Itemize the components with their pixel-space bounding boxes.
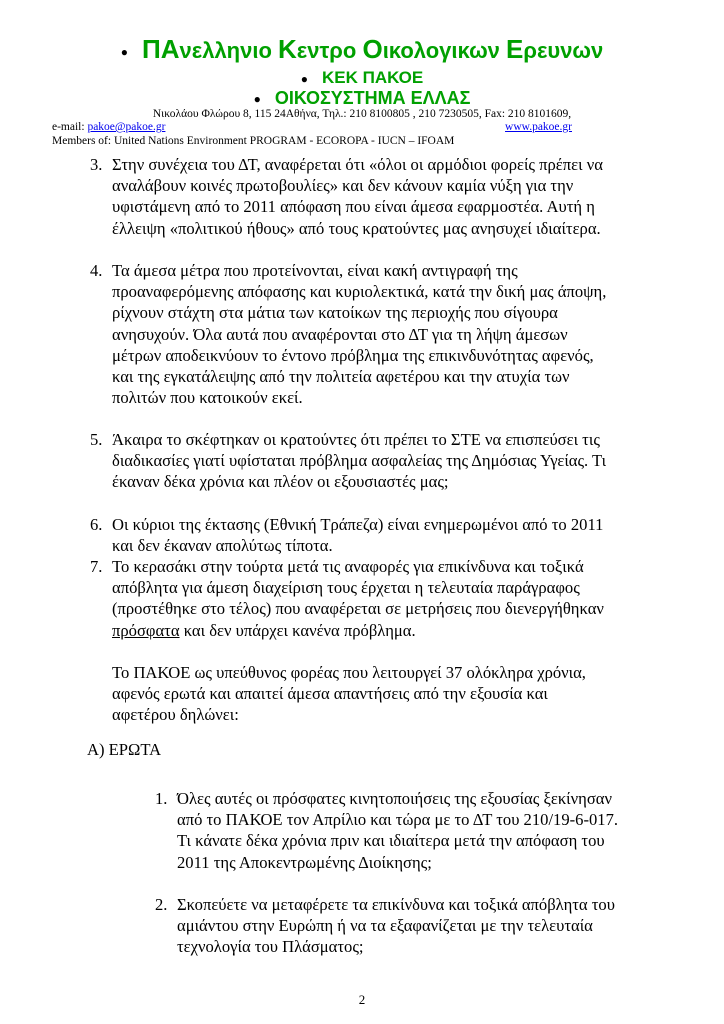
- org-name-initial: Ο: [362, 34, 383, 64]
- email-line: [52, 121, 165, 133]
- address-line: Νικολάου Φλώρου 8, 115 24Αθήνα, Τηλ.: 210 8100805 , 210 7230505, Fax: 210 8101609,: [152, 108, 572, 120]
- list-number: 7.: [90, 557, 103, 576]
- closing-paragraph: Το ΠΑΚΟΕ ως υπεύθυνος φορέας που λειτουργεί 37 ολόκληρα χρόνια, αφενός ερωτά και απαιτεί άμεσα απαντήσεις από την εξουσία και αφετέρου δηλώνει:: [112, 663, 586, 725]
- org-name-initial: Ε: [506, 34, 524, 64]
- question-text: Σκοπεύετε να μεταφέρετε τα επικίνδυνα και τοξικά απόβλητα του αμιάντου στην Ευρώπη ή να τα εξαφανίζεται με την τελευταία τεχνολογία του Πλάσματος;: [177, 895, 615, 957]
- ecosystem-label: ΟΙΚΟΣΥΣΤΗΜΑ ΕΛΛΑΣ: [274, 88, 471, 108]
- bullet-icon: ●: [120, 45, 128, 60]
- list-item-4: [90, 260, 612, 408]
- underlined-word: πρόσφατα: [112, 620, 180, 640]
- list-number: 4.: [90, 261, 103, 280]
- list-item-text-end: και δεν υπάρχει κανένα πρόβλημα.: [179, 620, 416, 640]
- list-item-text: Στην συνέχεια του ΔΤ, αναφέρεται ότι «όλοι οι αρμόδιοι φορείς πρέπει να αναλάβουν κοινές πρωτοβουλίες» και δεν κάνουν καμία νύξη για την υφιστάμενη από το 2011 απόφαση που είναι άμεσα εφαρμοστέα. Αυτή η έλλειψη «πολιτικού ήθους» από τους κρατούντες μας ανησυχεί ιδιαίτερα.: [112, 155, 603, 238]
- question-item-1: [155, 788, 632, 873]
- org-name-part: ικολογικων: [382, 38, 506, 63]
- members-line: Members of: United Nations Environment PROGRAM - ECOROPA - IUCN – IFOAM: [52, 135, 455, 147]
- bullet-icon: ●: [253, 92, 261, 107]
- kek-label: ΚΕΚ ΠΑΚΟΕ: [322, 68, 424, 87]
- question-number: 1.: [155, 789, 168, 808]
- list-number: 3.: [90, 155, 103, 174]
- page-number: 2: [358, 992, 366, 1007]
- list-number: 5.: [90, 430, 103, 449]
- list-item-text: Τα άμεσα μέτρα που προτείνονται, είναι κακή αντιγραφή της προαναφερόμενης απόφασης και κυριολεκτικά, κατά την δική μας άποψη, ρίχνουν στάχτη στα μάτια των κατοίκων της περιοχής που σίγουρα ανησυχούν. Όλα αυτά που αναφέρονται στο ΔΤ για τη λήψη άμεσων μέτρων αποδεικνύουν το έντονο πρόβλημα της επικινδυνότητας αφενός, και της εγκατάλειψης από την πολιτεία αφετέρου και την ατυχία των πολιτών που κατοικούν εκεί.: [112, 261, 607, 408]
- org-name-part: ρευνων: [523, 38, 604, 63]
- list-item-7: [90, 556, 612, 641]
- list-number: 6.: [90, 515, 103, 534]
- org-name-line: [0, 34, 724, 65]
- bullet-icon: ●: [300, 71, 308, 86]
- org-name-part: νελληνιο: [179, 38, 279, 63]
- org-subtitle-ecosystem: [0, 88, 724, 109]
- list-item-3: [90, 154, 612, 239]
- website-url[interactable]: www.pakoe.gr: [505, 121, 572, 133]
- email-link[interactable]: pakoe@pakoe.gr: [87, 121, 166, 133]
- list-item-text: Οι κύριοι της έκτασης (Εθνική Τράπεζα) είναι ενημερωμένοι από το 2011 και δεν έκαναν απολύτως τίποτα.: [112, 515, 604, 556]
- section-title: Α) ΕΡΩΤΑ: [87, 740, 162, 759]
- list-item-text: Άκαιρα το σκέφτηκαν οι κρατούντες ότι πρέπει το ΣΤΕ να επισπεύσει τις διαδικασίες γιατί υφίσταται πρόβλημα ασφαλείας της Δημόσιας Υγείας. Τι έκαναν δέκα χρόνια και πλέον οι εξουσιαστές μας;: [112, 430, 607, 492]
- org-name-part: εντρο: [296, 38, 363, 63]
- list-item-text: Το κερασάκι στην τούρτα μετά τις αναφορές για επικίνδυνα και τοξικά απόβλητα για άμεση διαχείριση τους έρχεται η τελευταία παράγραφος (προστέθηκε στο τέλος) που αναφέρεται σε μετρήσεις που διενεργήθηκαν: [112, 557, 604, 619]
- org-name-initial: Κ: [278, 34, 297, 64]
- question-number: 2.: [155, 895, 168, 914]
- org-subtitle-kek: [0, 68, 724, 88]
- email-label: e-mail:: [52, 121, 88, 133]
- list-item-5: [90, 429, 612, 493]
- list-item-6: [90, 514, 612, 556]
- website-link[interactable]: [505, 121, 572, 133]
- question-text: Όλες αυτές οι πρόσφατες κινητοποιήσεις της εξουσίας ξεκίνησαν από το ΠΑΚΟΕ τον Απρίλιο και τώρα με το ΔΤ του 210/19-6-017. Τι κάνατε δέκα χρόνια πριν και ιδιαίτερα μετά την απόφαση του 2011 της Αποκεντρωμένης Διοίκησης;: [177, 789, 619, 872]
- question-item-2: [155, 894, 632, 958]
- org-name-initial: ΠΑ: [141, 34, 180, 64]
